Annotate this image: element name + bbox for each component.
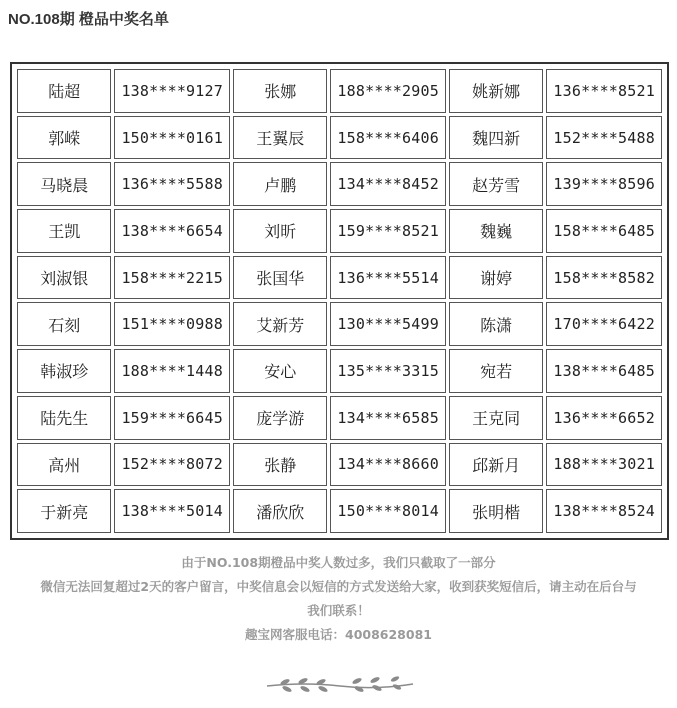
winner-phone: 130****5499 [330,302,446,346]
winner-name: 张明楷 [449,489,543,533]
winner-name: 郭嵘 [17,116,111,160]
winner-name: 艾新芳 [233,302,327,346]
winner-phone: 138****5014 [114,489,230,533]
table-row [17,162,662,206]
winner-name: 刘昕 [233,209,327,253]
winner-name: 张娜 [233,69,327,113]
table-row [17,302,662,346]
winner-name: 陆超 [17,69,111,113]
winner-phone: 188****1448 [114,349,230,393]
winner-phone: 150****0161 [114,116,230,160]
winner-phone: 138****9127 [114,69,230,113]
table-row [17,69,662,113]
winner-phone: 159****8521 [330,209,446,253]
winner-name: 赵芳雪 [449,162,543,206]
winner-name: 潘欣欣 [233,489,327,533]
winner-phone: 158****6406 [330,116,446,160]
table-row [17,256,662,300]
winner-phone: 150****8014 [330,489,446,533]
winner-phone: 170****6422 [546,302,662,346]
winner-name: 于新亮 [17,489,111,533]
winner-phone: 138****6654 [114,209,230,253]
table-row [17,396,662,440]
winner-phone: 152****5488 [546,116,662,160]
winner-name: 魏巍 [449,209,543,253]
winner-phone: 159****6645 [114,396,230,440]
winner-phone: 136****5588 [114,162,230,206]
winner-phone: 158****2215 [114,256,230,300]
notice-line-3: 我们联系！ [307,603,370,618]
table-row [17,443,662,487]
winner-name: 宛若 [449,349,543,393]
winner-phone: 134****8660 [330,443,446,487]
winner-name: 王凯 [17,209,111,253]
winner-name: 石刻 [17,302,111,346]
winner-phone: 134****8452 [330,162,446,206]
winner-name: 王翼辰 [233,116,327,160]
table-row [17,209,662,253]
winner-name: 陈潇 [449,302,543,346]
winner-phone: 136****6652 [546,396,662,440]
winner-phone: 135****3315 [330,349,446,393]
winner-phone: 136****8521 [546,69,662,113]
winner-phone: 138****6485 [546,349,662,393]
notice-text [0,551,677,647]
winner-name: 刘淑银 [17,256,111,300]
winner-name: 张国华 [233,256,327,300]
winner-name: 魏四新 [449,116,543,160]
winner-phone: 139****8596 [546,162,662,206]
winners-table [14,66,665,536]
winner-name: 卢鹏 [233,162,327,206]
winner-name: 韩淑珍 [17,349,111,393]
winner-phone: 158****8582 [546,256,662,300]
table-row [17,116,662,160]
winner-name: 马晓晨 [17,162,111,206]
table-row [17,349,662,393]
winner-name: 高州 [17,443,111,487]
winner-phone: 152****8072 [114,443,230,487]
winner-phone: 158****6485 [546,209,662,253]
notice-line-2: 微信无法回复超过2天的客户留言，中奖信息会以短信的方式发送给大家，收到获奖短信后，请主动在后台与 [40,579,637,594]
winner-phone: 138****8524 [546,489,662,533]
leaf-vine-divider-icon [265,674,415,696]
winner-phone: 136****5514 [330,256,446,300]
winner-name: 邱新月 [449,443,543,487]
winner-name: 安心 [233,349,327,393]
winner-phone: 134****6585 [330,396,446,440]
winner-phone: 188****3021 [546,443,662,487]
table-row [17,489,662,533]
winner-name: 张静 [233,443,327,487]
winner-phone: 188****2905 [330,69,446,113]
winner-name: 姚新娜 [449,69,543,113]
winner-name: 王克同 [449,396,543,440]
winner-name: 庞学游 [233,396,327,440]
page-title: NO.108期 橙品中奖名单 [8,11,169,28]
winner-name: 谢婷 [449,256,543,300]
winner-phone: 151****0988 [114,302,230,346]
customer-service-phone: 趣宝网客服电话：4008628081 [245,627,432,642]
winner-name: 陆先生 [17,396,111,440]
notice-line-1: 由于NO.108期橙品中奖人数过多，我们只截取了一部分 [181,555,496,570]
winners-table-frame [10,62,669,540]
